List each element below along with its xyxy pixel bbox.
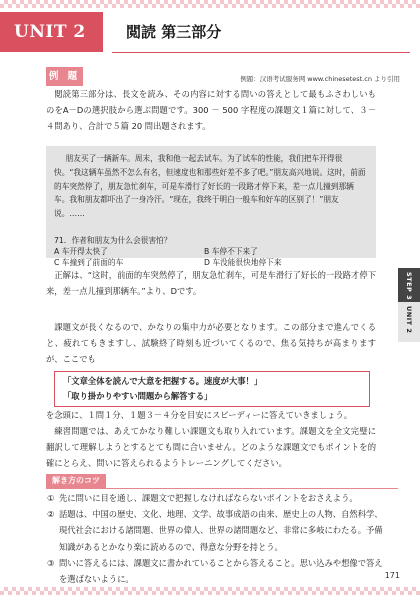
bottom-checker-border bbox=[0, 587, 420, 595]
tips-rule bbox=[46, 488, 398, 489]
unit-tab-label: UNIT 2 bbox=[405, 306, 413, 334]
tips-tag: 解き方のコツ bbox=[46, 474, 106, 488]
option-d: D 车没能很快地停下来 bbox=[204, 258, 282, 267]
key-point-1: 「文章全体を読んで大意を把握する。速度が大事！」 bbox=[63, 376, 263, 386]
question-area bbox=[54, 235, 366, 268]
key-points-box bbox=[54, 371, 370, 407]
tip-number: ② bbox=[47, 509, 55, 520]
practice-paragraph: 練習問題では、あえてかなり難しい課題文も取り入れています。課題文を全文完璧に翻訳して理解しようとするとても間に合いません。どのような課題文でもポイントを的確にとらえ、問いに答えられるようトレーニングしてください。 bbox=[46, 426, 376, 469]
tip-text: 話題は、中国の歴史、文化、地理、文学、故事成語の由来、歴史上の人物、自然科学、現代社会における諸問題、世界の偉人、世界の諸問題など、非常に多岐にわたる。予備知識があるとかなり楽に読めるので、得意な分野を持とう。 bbox=[59, 509, 383, 552]
header-rule bbox=[112, 52, 410, 53]
step-tab bbox=[398, 268, 420, 302]
example-tag: 例 題 bbox=[46, 67, 83, 86]
answer-paragraph: 正解は、“这时，前面的车突然停了，朋友急忙刹车，可是车滑行了好长的一段路才停下来，差一点儿撞到那辆车。”より、Dです。 bbox=[46, 270, 376, 297]
source-citation: 例題：汉语考试服务网 www.chinesetest.cn より引用 bbox=[240, 75, 400, 83]
option-a: A 车开得太快了 bbox=[54, 247, 108, 256]
intro-paragraph: 閲読第三部分は、長文を読み、その内容に対する問いの答えとして最もふさわしいものをA－Dの選択肢から選ぶ問題です。300 － 500 字程度の課題文１篇に対して、３－４問あり、合計で５篇 20 問出題されます。 bbox=[46, 89, 376, 132]
tip-text: 問いに答えるには、課題文に書かれていることから答えること。思い込みや想像で答えを選ばないように。 bbox=[59, 557, 383, 585]
tip-number: ① bbox=[47, 493, 55, 503]
option-c: C 车撞到了前面的车 bbox=[54, 258, 124, 267]
tip-item bbox=[47, 506, 387, 555]
tip-item bbox=[47, 490, 387, 506]
tip-text: 先に問いに目を通し、課題文で把握しなければならないポイントをおさえよう。 bbox=[59, 493, 358, 503]
question-text: 71．作者和朋友为什么会很害怕？ bbox=[54, 236, 172, 245]
page-number: 171 bbox=[384, 571, 400, 580]
tip-item bbox=[47, 555, 387, 587]
step-tab-label: STEP 3 bbox=[405, 272, 413, 301]
advice-paragraph: 課題文が長くなるので、かなりの集中力が必要となります。この部分まで進んでくると、疲れてもきますし、試験終了時刻も近づいてくるので、焦る気持ちが高まりますが、ここでも bbox=[46, 322, 376, 365]
chinese-passage: 朋友买了一辆新车。周末，我和他一起去试车。为了试车的性能，我们把车开得很快。“我这辆车虽然不怎么有名，但速度也和那些好差不多了吧。”朋友高兴地说。这时，前面的车突然停了，朋友急忙刹车，可是车滑行了好长的一段路才停下来，差一点儿撞到那辆车。我和朋友都吓出了一身冷汗。“现在，我终于明白一般车和好车的区别了！”朋友说。…… bbox=[54, 154, 366, 219]
pace-paragraph: を念頭に、１問１分、１題３－４分を目安にスピーディーに答えていきましょう。 bbox=[46, 410, 352, 420]
option-b: B 车停不下来了 bbox=[204, 247, 258, 256]
key-point-2: 「取り掛かりやすい問題から解答する」 bbox=[63, 391, 213, 401]
unit-badge: UNIT 2 bbox=[0, 12, 103, 52]
tips-list bbox=[47, 490, 387, 587]
tip-number: ③ bbox=[47, 557, 55, 568]
top-checker-border bbox=[0, 0, 420, 8]
page-title: 閲読 第三部分 bbox=[126, 23, 222, 41]
unit-tab bbox=[398, 302, 420, 342]
